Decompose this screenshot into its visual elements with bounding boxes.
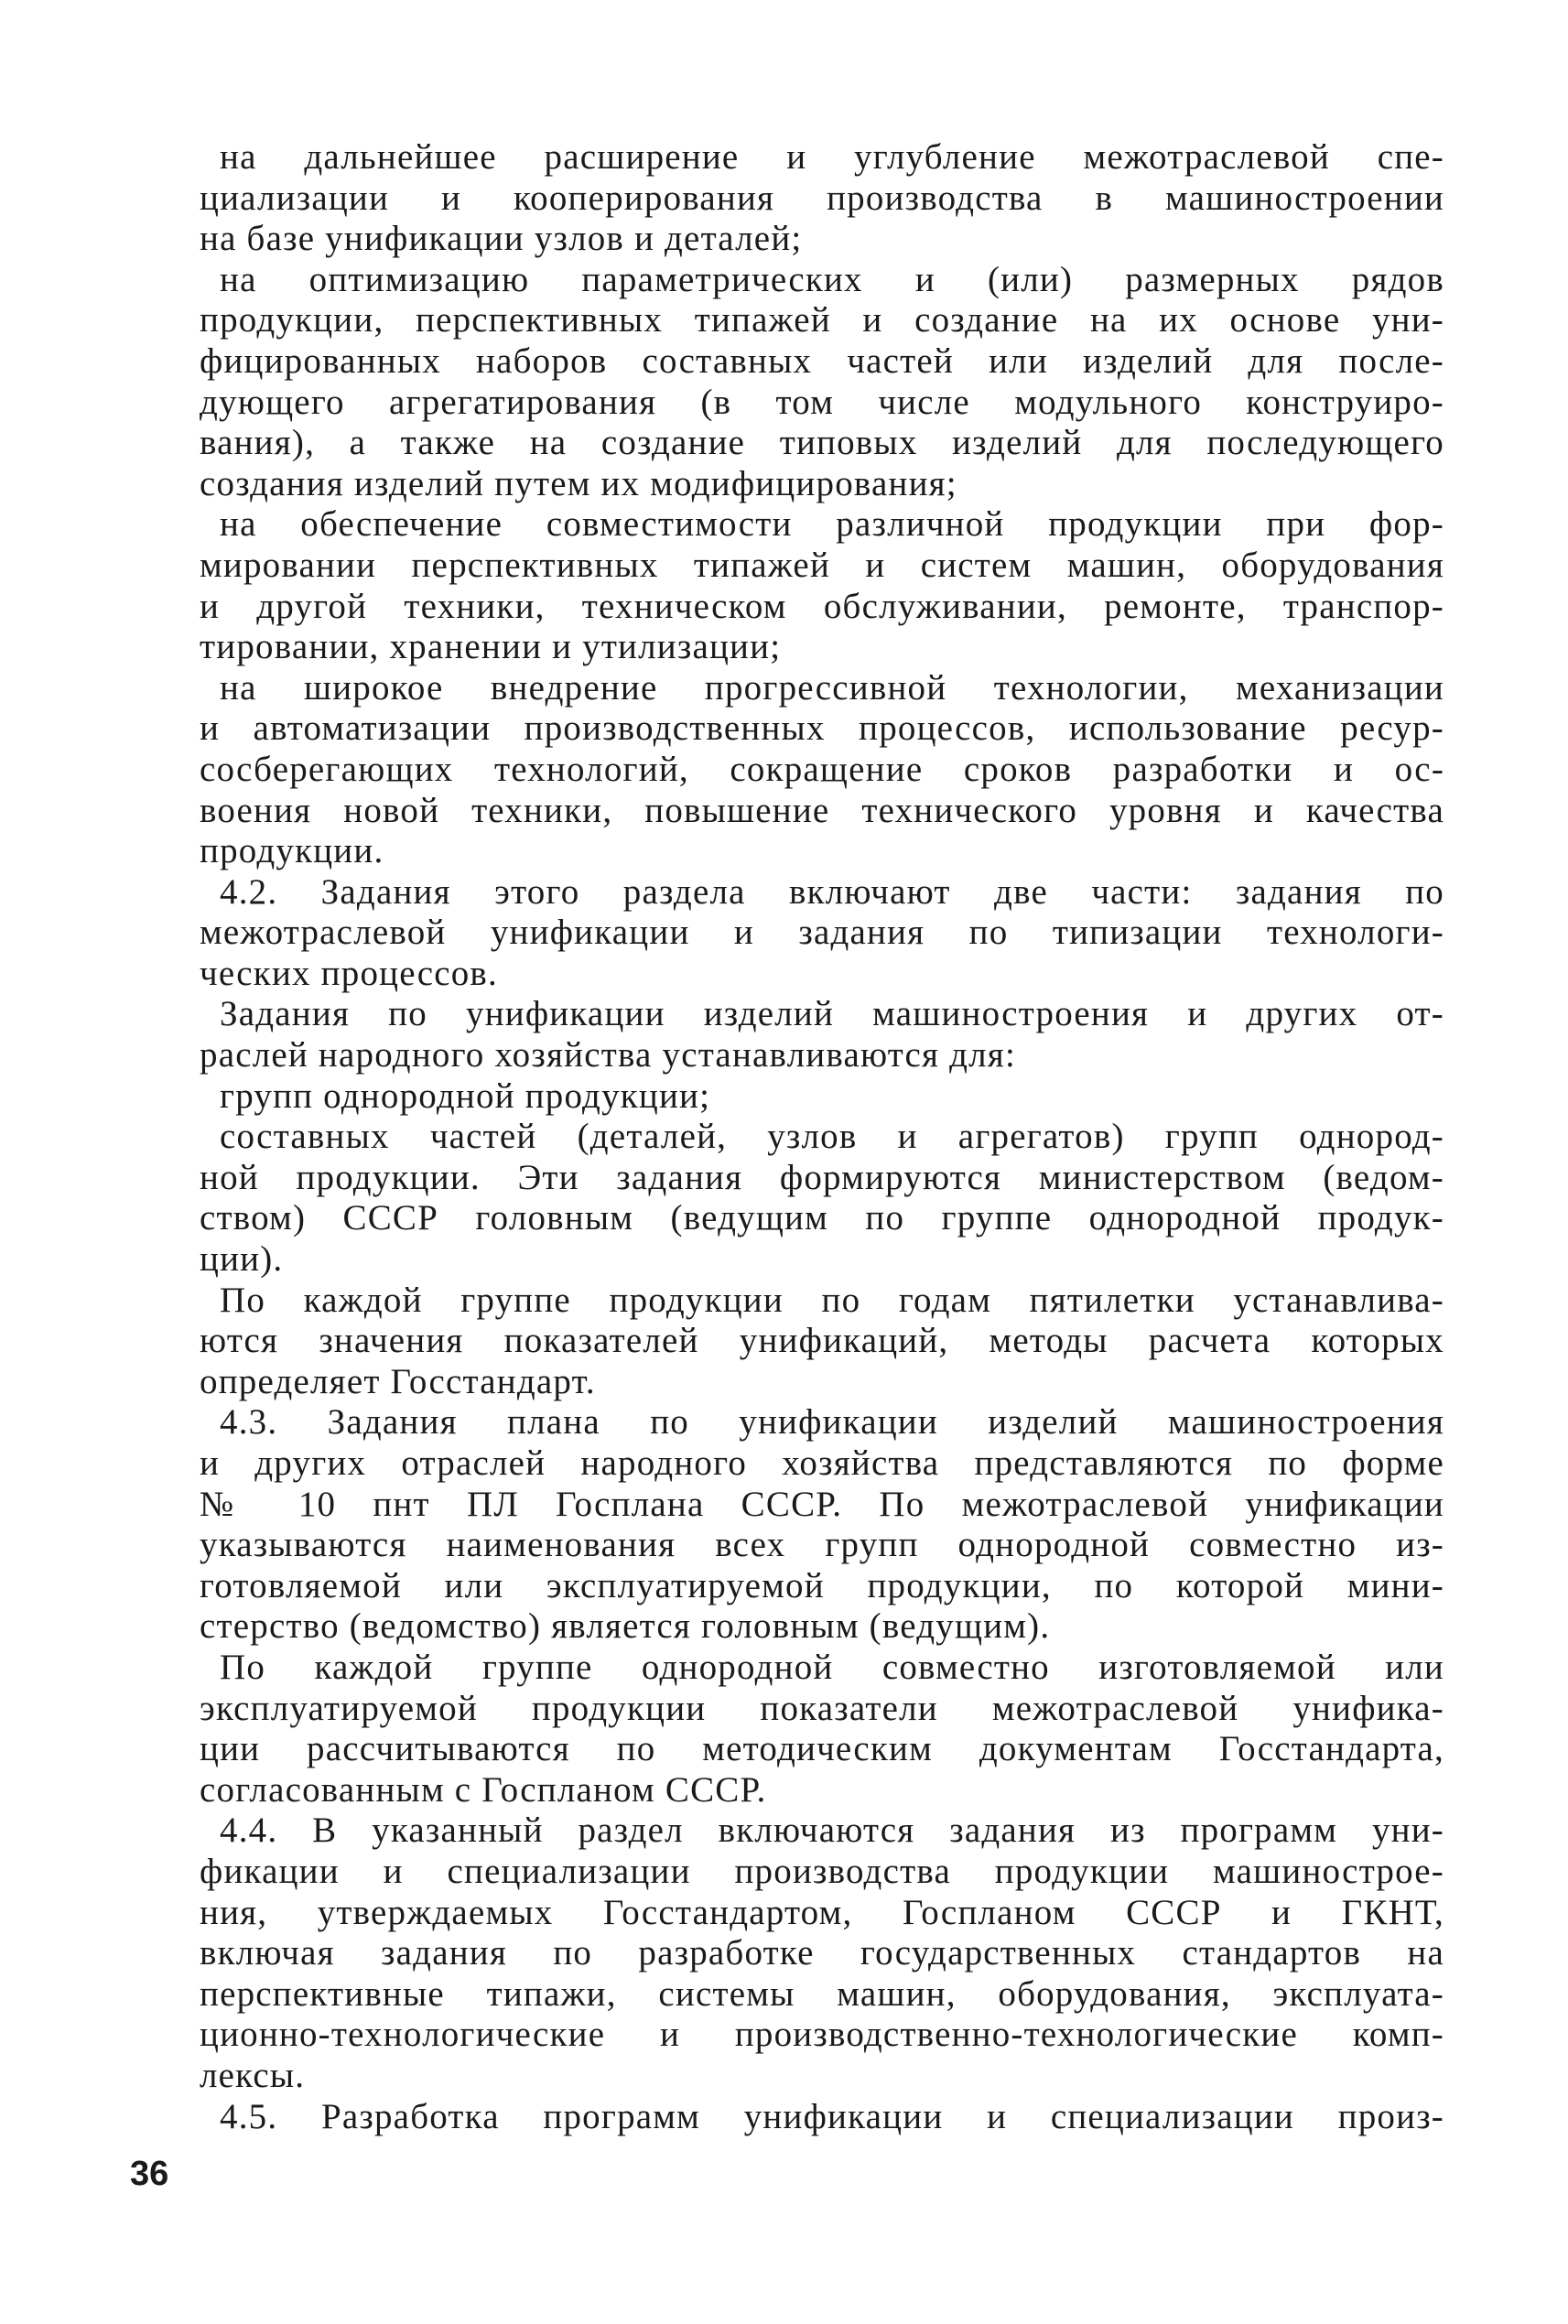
text-line: составных частей (деталей, узлов и агрегатов) групп однород-	[220, 1117, 1444, 1157]
text-line: ством) СССР головным (ведущим по группе однородной продук-	[200, 1198, 1444, 1238]
text-line: тировании, хранении и утилизации;	[200, 627, 782, 667]
text-line: Задания по унификации изделий машиностроения и других от-	[220, 994, 1444, 1034]
text-line: фицированных наборов составных частей или изделий для после-	[200, 340, 1444, 381]
text-line: 4.5. Разработка программ унификации и специализации произ-	[220, 2096, 1444, 2136]
text-line: ческих процессов.	[200, 953, 498, 993]
text-line: эксплуатируемой продукции показатели межотраслевой унифика-	[200, 1688, 1444, 1728]
text-line: циализации и кооперирования производства в машиностроении	[200, 178, 1444, 218]
text-line: стерство (ведомство) является головным (ведущим).	[200, 1606, 1051, 1647]
text-line: фикации и специализации производства продукции машинострое-	[200, 1851, 1444, 1891]
text-line: готовляемой или эксплуатируемой продукции, по которой мини-	[200, 1565, 1444, 1605]
text-line: сосберегающих технологий, сокращение сроков разработки и ос-	[200, 749, 1444, 789]
text-line: ной продукции. Эти задания формируются министерством (ведом-	[200, 1157, 1444, 1197]
text-line: вания), а также на создание типовых изделий для последующего	[200, 423, 1444, 463]
text-line: мировании перспективных типажей и систем машин, оборудования	[200, 545, 1444, 585]
text-line: и других отраслей народного хозяйства представляются по форме	[200, 1443, 1444, 1483]
text-line: и автоматизации производственных процессов, использование ресур-	[200, 708, 1444, 749]
text-line: № 10 пнт ПЛ Госплана СССР. По межотраслевой унификации	[200, 1484, 1444, 1524]
text-line: продукции, перспективных типажей и создание на их основе уни-	[200, 300, 1444, 340]
text-line: ции).	[200, 1239, 284, 1280]
text-line: ционно-технологические и производственно-технологические комп-	[200, 2015, 1444, 2055]
text-line: 4.2. Задания этого раздела включают две части: задания по	[220, 871, 1444, 912]
text-line: лексы.	[200, 2055, 306, 2095]
text-line: продукции.	[200, 831, 384, 871]
page-number: 36	[130, 2155, 169, 2193]
text-line: определяет Госстандарт.	[200, 1361, 596, 1401]
text-line: на широкое внедрение прогрессивной технологии, механизации	[220, 667, 1444, 708]
text-line: согласованным с Госпланом СССР.	[200, 1769, 767, 1810]
text-line: По каждой группе продукции по годам пятилетки устанавлива-	[220, 1280, 1444, 1320]
text-line: включая задания по разработке государственных стандартов на	[200, 1933, 1444, 1973]
text-line: По каждой группе однородной совместно изготовляемой или	[220, 1647, 1444, 1687]
text-line: дующего агрегатирования (в том числе модульного конструиро-	[200, 382, 1444, 422]
body-text	[200, 137, 1444, 2137]
text-line: создания изделий путем их модифицирования;	[200, 463, 957, 503]
text-line: перспективные типажи, системы машин, оборудования, эксплуата-	[200, 1973, 1444, 2014]
text-line: на базе унификации узлов и деталей;	[200, 219, 803, 259]
text-line: на обеспечение совместимости различной продукции при фор-	[220, 504, 1444, 545]
text-line: на оптимизацию параметрических и (или) размерных рядов	[220, 259, 1444, 299]
text-line: и другой техники, техническом обслуживании, ремонте, транспор-	[200, 586, 1444, 626]
text-line: на дальнейшее расширение и углубление межотраслевой спе-	[220, 137, 1444, 177]
text-line: ции рассчитываются по методическим документам Госстандарта,	[200, 1729, 1444, 1769]
text-line: раслей народного хозяйства устанавливаются для:	[200, 1035, 1016, 1076]
text-line: 4.3. Задания плана по унификации изделий машиностроения	[220, 1402, 1444, 1443]
text-line: межотраслевой унификации и задания по типизации технологи-	[200, 913, 1444, 953]
text-line: ния, утверждаемых Госстандартом, Госпланом СССР и ГКНТ,	[200, 1892, 1444, 1932]
text-line: указываются наименования всех групп однородной совместно из-	[200, 1525, 1444, 1565]
text-line: групп однородной продукции;	[220, 1076, 711, 1116]
text-line: воения новой техники, повышение технического уровня и качества	[200, 790, 1444, 830]
text-line: ются значения показателей унификаций, методы расчета которых	[200, 1321, 1444, 1361]
text-line: 4.4. В указанный раздел включаются задания из программ уни-	[220, 1811, 1444, 1851]
